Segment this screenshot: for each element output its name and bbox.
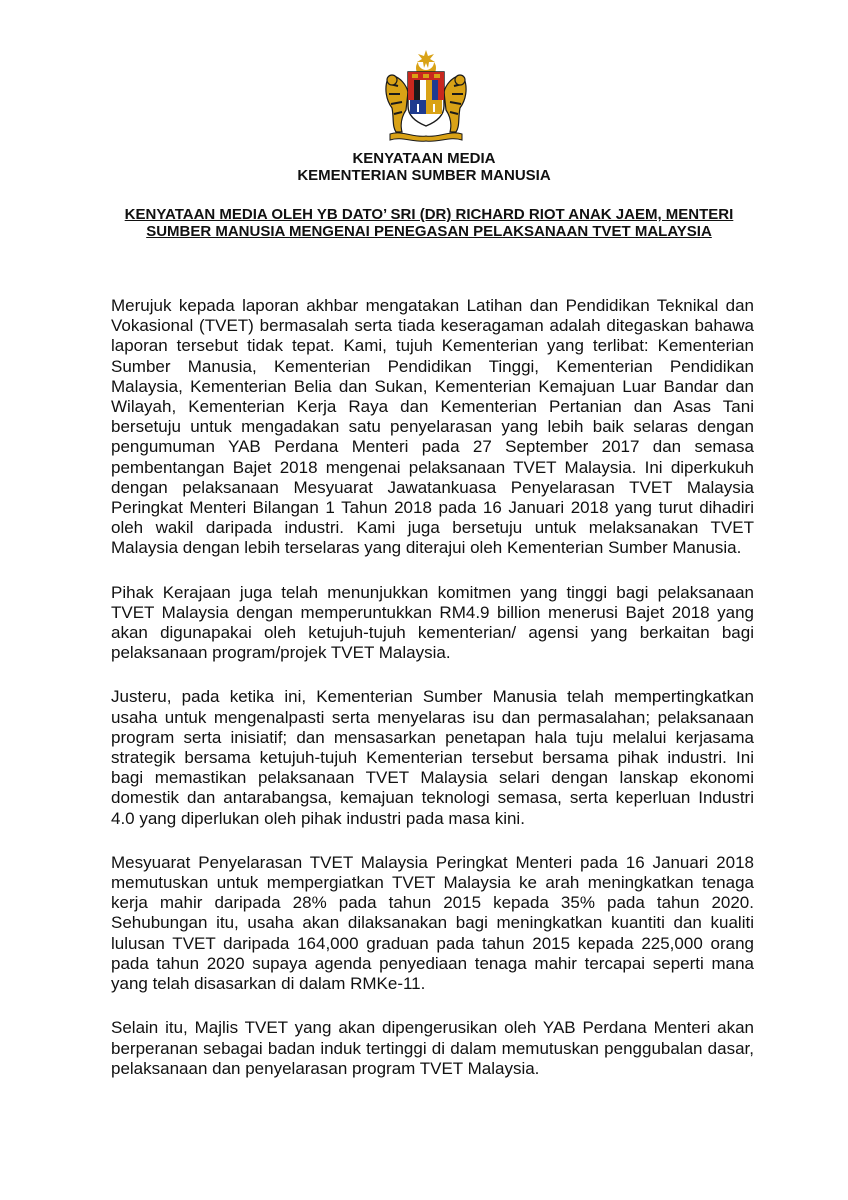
paragraph-5: Selain itu, Majlis TVET yang akan dipengerusikan oleh YAB Perdana Menteri akan berperanan sebagai badan induk tertinggi di dalam memutuskan penggubalan dasar, pelaksanaan dan penyelarasan program TVET Malaysia. <box>111 1018 754 1078</box>
paragraph-4: Mesyuarat Penyelarasan TVET Malaysia Peringkat Menteri pada 16 Januari 2018 memutuskan untuk mempergiatkan TVET Malaysia ke arah meningkatkan tenaga kerja mahir daripada 28% pada tahun 2015 kepada 35% pada tahun 2020. Sehubungan itu, usaha akan dilaksanakan bagi meningkatkan kuantiti dan kualiti lulusan TVET daripada 164,000 graduan pada tahun 2015 kepada 225,000 orang pada tahun 2020 supaya agenda penyediaan tenaga mahir tercapai seperti mana yang telah disasarkan di dalam RMKe-11. <box>111 852 754 994</box>
star-icon <box>417 50 435 68</box>
paragraph-1: Merujuk kepada laporan akhbar mengatakan Latihan dan Pendidikan Teknikal dan Vokasional (TVET) bermasalah serta tiada keseragaman adalah ditegaskan bahawa laporan tersebut tidak tepat. Kami, tujuh Kementerian yang terlibat: Kementerian Sumber Manusia, Kementerian Pendidikan Tinggi, Kementerian Pendidikan Malaysia, Kementerian Belia dan Sukan, Kementerian Kemajuan Luar Bandar dan Wilayah, Kementerian Kerja Raya dan Kementerian Pertanian dan Asas Tani bersetuju untuk mengadakan satu penyelarasan yang lebih baik selaras dengan pengumuman YAB Perdana Menteri pada 27 September 2017 dan semasa pembentangan Bajet 2018 mengenai pelaksanaan TVET Malaysia. Ini diperkukuh dengan pelaksanaan Mesyuarat Jawatankuasa Penyelarasan TVET Malaysia Peringkat Menteri Bilangan 1 Tahun 2018 pada 16 Januari 2018 yang turut dihadiri oleh wakil daripada industri. Kami juga bersetuju untuk melaksanakan TVET Malaysia dengan lebih terselaras yang diterajui oleh Kementerian Sumber Manusia. <box>111 296 754 558</box>
motto-scroll-icon <box>390 133 462 142</box>
statement-body <box>111 296 754 1103</box>
heading-line-1: KENYATAAN MEDIA <box>352 150 496 167</box>
paragraph-2: Pihak Kerajaan juga telah menunjukkan komitmen yang tinggi bagi pelaksanaan TVET Malaysia dengan memperuntukkan RM4.9 billion menerusi Bajet 2018 yang akan digunapakai oleh ketujuh-tujuh kementerian/ agensi yang berkaitan bagi pelaksanaan program/projek TVET Malaysia. <box>111 582 754 663</box>
statement-title: KENYATAAN MEDIA OLEH YB DATO’ SRI (DR) RICHARD RIOT ANAK JAEM, MENTERI SUMBER MANUSIA MENGENAI PENEGASAN PELAKSANAAN TVET MALAYSIA <box>124 206 734 240</box>
heading-line-2: KEMENTERIAN SUMBER MANUSIA <box>297 167 551 184</box>
coat-of-arms-icon <box>378 48 474 144</box>
paragraph-3: Justeru, pada ketika ini, Kementerian Sumber Manusia telah mempertingkatkan usaha untuk mengenalpasti serta menyelaras isu dan permasalahan; pelaksanaan program serta inisiatif; dan mensasarkan penetapan hala tuju melalui kerjasama strategik bersama ketujuh-tujuh Kementerian tersebut bersama pihak industri. Ini bagi memastikan pelaksanaan TVET Malaysia selari dengan lanskap ekonomi domestik dan antarabangsa, kemajuan teknologi semasa, serta keperluan Industri 4.0 yang diperlukan oleh pihak industri pada masa kini. <box>111 687 754 828</box>
